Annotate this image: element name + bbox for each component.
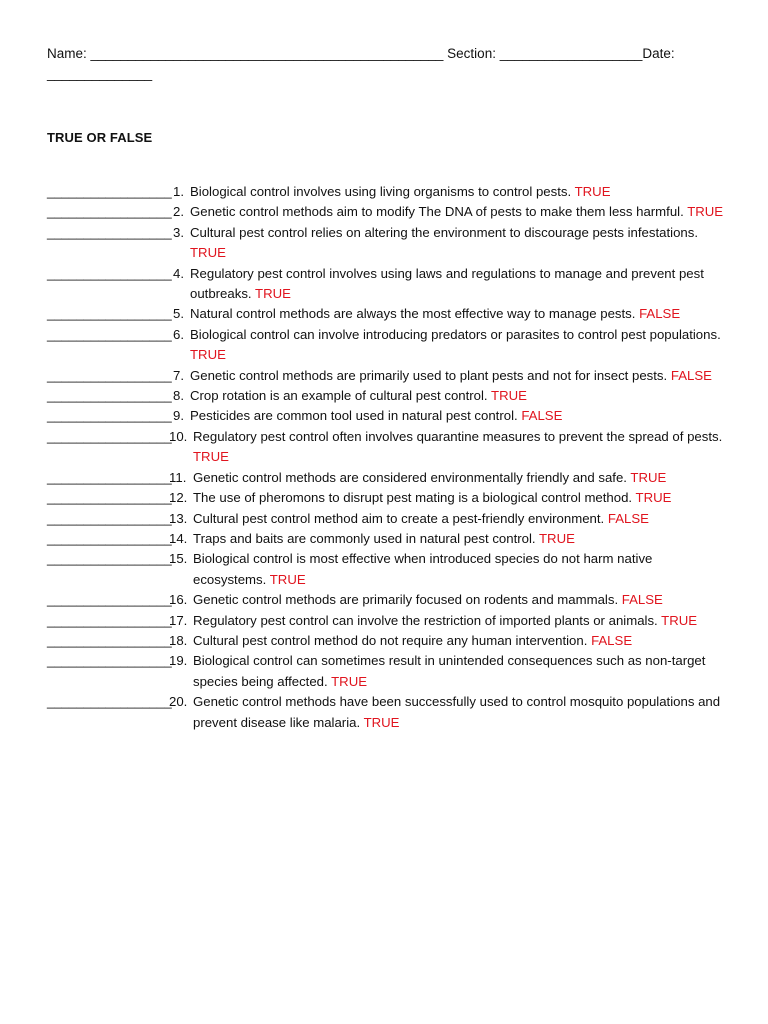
question-item xyxy=(47,651,727,692)
question-number: 15. xyxy=(169,551,188,567)
question-item xyxy=(47,631,727,651)
question-item xyxy=(47,386,727,406)
answer-key: FALSE xyxy=(521,408,563,424)
question-number: 19. xyxy=(169,653,188,669)
question-number: 1. xyxy=(173,184,184,199)
answer-blank[interactable]: _________________ xyxy=(47,612,172,628)
section-title: TRUE OR FALSE xyxy=(47,130,153,145)
question-text: Biological control involves using living organisms to control pests. xyxy=(190,184,572,199)
question-text: Biological control can sometimes result in unintended consequences such as non-target species being affected. xyxy=(193,653,706,689)
question-number: 14. xyxy=(169,530,188,546)
answer-blank[interactable]: _________________ xyxy=(47,551,172,567)
question-number: 18. xyxy=(169,632,188,648)
date-field[interactable]: ______________ xyxy=(47,66,153,81)
question-number: 4. xyxy=(173,265,184,281)
header-line xyxy=(47,44,675,64)
answer-blank[interactable]: _________________ xyxy=(47,530,172,546)
answer-blank[interactable]: _________________ xyxy=(47,367,172,383)
answer-key: TRUE xyxy=(190,347,226,363)
question-text: Regulatory pest control often involves quarantine measures to prevent the spread of pests. xyxy=(193,428,723,444)
answer-blank[interactable]: _________________ xyxy=(47,592,172,608)
answer-key: TRUE xyxy=(630,469,667,485)
question-number: 10. xyxy=(169,428,188,444)
question-text: Cultural pest control method aim to create a pest-friendly environment. xyxy=(193,510,605,526)
name-field[interactable]: Name: _______________________________________________ xyxy=(47,46,444,61)
question-number: 9. xyxy=(173,408,184,424)
answer-key: FALSE xyxy=(621,592,663,608)
question-number: 7. xyxy=(173,367,184,383)
answer-blank[interactable]: _________________ xyxy=(47,408,172,424)
answer-key: TRUE xyxy=(661,612,698,628)
question-item xyxy=(47,325,727,366)
question-text: Regulatory pest control involves using laws and regulations to manage and prevent pest outbreaks. xyxy=(190,265,704,302)
answer-key: TRUE xyxy=(491,388,527,404)
question-number: 5. xyxy=(173,306,184,322)
question-text: Regulatory pest control can involve the restriction of imported plants or animals. xyxy=(193,612,658,628)
question-number: 6. xyxy=(173,326,184,342)
answer-blank[interactable]: _________________ xyxy=(47,490,172,506)
answer-blank[interactable]: _________________ xyxy=(47,510,172,526)
question-item xyxy=(47,223,727,264)
question-item xyxy=(47,692,727,733)
answer-key: TRUE xyxy=(635,490,672,506)
answer-key: TRUE xyxy=(255,286,291,302)
question-number: 17. xyxy=(169,612,188,628)
question-item xyxy=(47,611,727,631)
question-item xyxy=(47,264,727,305)
question-number: 2. xyxy=(173,204,184,220)
question-item xyxy=(47,427,727,468)
answer-blank[interactable]: _________________ xyxy=(47,224,172,240)
question-item xyxy=(47,366,727,386)
question-number: 8. xyxy=(173,388,184,404)
question-text: The use of pheromons to disrupt pest mating is a biological control method. xyxy=(193,490,633,506)
answer-key: TRUE xyxy=(539,530,575,546)
question-text: Biological control is most effective when introduced species do not harm native ecosystems. xyxy=(193,551,653,587)
question-item xyxy=(47,488,727,508)
answer-key: TRUE xyxy=(190,245,226,261)
question-number: 11. xyxy=(169,469,187,485)
answer-key: FALSE xyxy=(591,632,633,648)
question-text: Pesticides are common tool used in natural pest control. xyxy=(190,408,518,424)
answer-key: TRUE xyxy=(269,571,306,587)
question-text: Traps and baits are commonly used in natural pest control. xyxy=(193,530,536,546)
answer-key: FALSE xyxy=(639,306,681,322)
question-item xyxy=(47,304,727,324)
answer-blank[interactable]: _________________ xyxy=(47,306,172,322)
answer-key: TRUE xyxy=(331,673,368,689)
question-text: Genetic control methods aim to modify The DNA of pests to make them less harmful. xyxy=(190,204,684,220)
question-text: Biological control can involve introducing predators or parasites to control pest populations. xyxy=(190,326,721,342)
question-text: Genetic control methods are considered environmentally friendly and safe. xyxy=(193,469,627,485)
question-item xyxy=(47,468,727,488)
answer-blank[interactable]: _________________ xyxy=(47,326,172,342)
question-number: 3. xyxy=(173,224,184,240)
date-label: Date: xyxy=(642,46,675,61)
question-list xyxy=(47,182,727,733)
answer-blank[interactable]: _________________ xyxy=(47,469,172,485)
answer-blank[interactable]: _________________ xyxy=(47,694,172,710)
answer-blank[interactable]: _________________ xyxy=(47,428,172,444)
question-item xyxy=(47,529,727,549)
answer-blank[interactable]: _________________ xyxy=(47,184,172,199)
question-number: 13. xyxy=(169,510,188,526)
question-text: Cultural pest control relies on altering the environment to discourage pests infestations. xyxy=(190,224,698,240)
answer-blank[interactable]: _________________ xyxy=(47,388,172,404)
answer-key: TRUE xyxy=(363,714,400,730)
section-field[interactable]: Section: ___________________ xyxy=(447,46,643,61)
answer-blank[interactable]: _________________ xyxy=(47,632,172,648)
question-text: Crop rotation is an example of cultural pest control. xyxy=(190,388,488,404)
answer-blank[interactable]: _________________ xyxy=(47,653,172,669)
question-item xyxy=(47,590,727,610)
question-item xyxy=(47,182,727,202)
question-item xyxy=(47,406,727,426)
answer-blank[interactable]: _________________ xyxy=(47,265,172,281)
answer-key: FALSE xyxy=(607,510,649,526)
answer-key: FALSE xyxy=(670,367,712,383)
question-number: 16. xyxy=(169,592,188,608)
question-item xyxy=(47,549,727,590)
question-item xyxy=(47,509,727,529)
question-item xyxy=(47,202,727,222)
answer-key: TRUE xyxy=(687,204,724,220)
question-text: Genetic control methods are primarily focused on rodents and mammals. xyxy=(193,592,619,608)
answer-key: TRUE xyxy=(193,449,229,465)
answer-key: TRUE xyxy=(574,184,611,199)
question-text: Cultural pest control method do not require any human intervention. xyxy=(193,632,588,648)
question-text: Natural control methods are always the most effective way to manage pests. xyxy=(190,306,636,322)
question-number: 12. xyxy=(169,490,188,506)
question-number: 20. xyxy=(169,694,188,710)
question-text: Genetic control methods are primarily used to plant pests and not for insect pests. xyxy=(190,367,668,383)
question-text: Genetic control methods have been successfully used to control mosquito populations and prevent disease like malaria. xyxy=(193,694,721,730)
answer-blank[interactable]: _________________ xyxy=(47,204,172,220)
